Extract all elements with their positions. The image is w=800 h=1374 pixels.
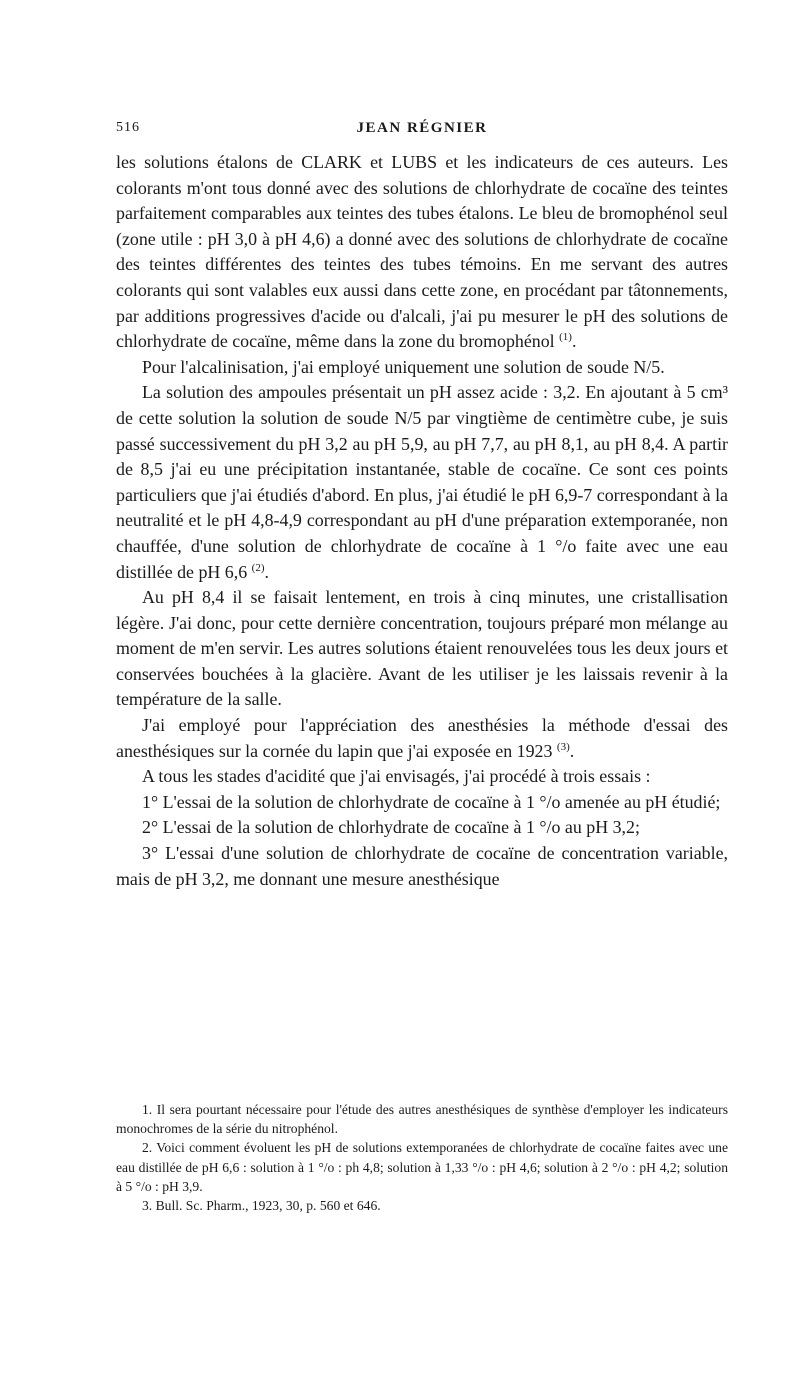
page-number: 516 [116, 120, 140, 135]
paragraph-1: les solutions étalons de CLARK et LUBS et les indicateurs de ces auteurs. Les colorants m'ont tous donné avec des solutions de chlorhydrate de cocaïne des teintes parfaitement comparables aux teintes des tubes étalons. Le bleu de bromophénol seul (zone utile : pH 3,0 à pH 4,6) a donné avec des solutions de chlorhydrate de cocaïne des teintes différentes des teintes des tubes témoins. En me servant des autres colorants qui sont valables eux aussi dans cette zone, en procédant par tâtonnements, par additions progressives d'acide ou d'alcali, j'ai pu mesurer le pH des solutions de chlorhydrate de cocaïne, même dans la zone du bromophénol $^{(1)}$. [116, 152, 728, 352]
paragraph-4: Au pH 8,4 il se faisait lentement, en trois à cinq minutes, une cristallisation légère. J'ai donc, pour cette dernière concentration, toujours préparé mon mélange au moment de m'en servir. Les autres solutions étaient renouvelées tous les deux jours et conservées bouchées à la glacière. Avant de les utiliser je les laissais revenir à la température de la salle. [116, 587, 728, 710]
paragraph-6: A tous les stades d'acidité que j'ai envisagés, j'ai procédé à trois essais : [142, 766, 651, 787]
footnote-ref-2: (2) [251, 561, 265, 574]
footnotes [116, 1100, 728, 1215]
list-item-2: 2° L'essai de la solution de chlorhydrate de cocaïne à 1 °/o au pH 3,2; [142, 817, 640, 838]
paragraph-3: La solution des ampoules présentait un pH assez acide : 3,2. En ajoutant à 5 cm³ de cette solution la solution de soude N/5 par vingtième de centimètre cube, je suis passé successivement du pH 3,2 au pH 5,9, au pH 7,7, au pH 8,1, au pH 8,4. A partir de 8,5 j'ai eu une précipitation instantanée, stable de cocaïne. Ce sont ces points particuliers que j'ai étudiés d'abord. En plus, j'ai étudié le pH 6,9-7 correspondant à la neutralité et le pH 4,8-4,9 correspondant au pH d'une préparation extemporanée, non chauffée, d'une solution de chlorhydrate de cocaïne à 1 °/o faite avec une eau distillée de pH 6,6 $^{(2)}$. [116, 382, 728, 582]
footnote-ref-1: (1) [559, 331, 572, 344]
paragraph-5: J'ai employé pour l'appréciation des anesthésies la méthode d'essai des anesthésiques sur la cornée du lapin que j'ai exposée en 1923 $^{(3)}$. [116, 715, 728, 761]
page-header [116, 120, 728, 142]
list-item-3: 3° L'essai d'une solution de chlorhydrate de cocaïne de concentration variable, mais de pH 3,2, me donnant une mesure anesthésique [116, 843, 728, 889]
footnote-3: 3. Bull. Sc. Pharm., 1923, 30, p. 560 et 646. [142, 1198, 381, 1214]
paragraph-2: Pour l'alcalinisation, j'ai employé uniquement une solution de soude N/5. [142, 356, 665, 377]
body-text [116, 150, 728, 892]
footnote-2: 2. Voici comment évoluent les pH de solutions extemporanées de chlorhydrate de cocaïne faites avec une eau distillée de pH 6,6 : solution à 1 °/o : ph 4,8; solution à 1,33 °/o : pH 4,6; solution à 2 °/o : pH 4,2; solution à 5 °/o : pH 3,9. [116, 1140, 728, 1194]
footnote-ref-3: (3) [556, 740, 570, 753]
running-title: JEAN RÉGNIER [356, 120, 488, 136]
footnote-1: 1. Il sera pourtant nécessaire pour l'étude des autres anesthésiques de synthèse d'employer les indicateurs monochromes de la série du nitrophénol. [116, 1102, 728, 1137]
list-item-1: 1° L'essai de la solution de chlorhydrate de cocaïne à 1 °/o amenée au pH étudié; [142, 791, 721, 812]
